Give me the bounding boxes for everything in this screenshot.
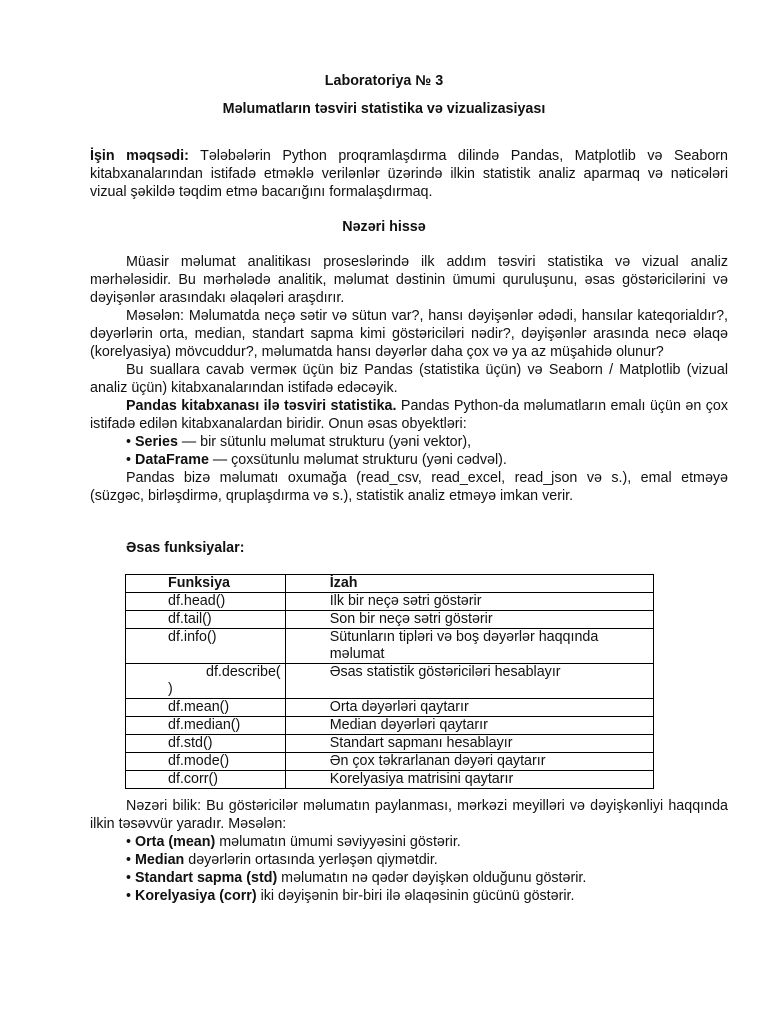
table-cell: Sütunların tipləri və boş dəyərlər haqqında məlumat [285, 629, 653, 664]
functions-table [125, 574, 654, 789]
pandas-text: Pandas Python-da məlumatların emalı üçün ən çox istifadə edilən kitabxanalardan biridir. Onun əsas obyektləri: [90, 398, 728, 432]
table-cell: Median dəyərləri qaytarır [285, 717, 653, 735]
table-header-cell: İzah [285, 575, 653, 593]
table-cell: df.std() [126, 735, 286, 753]
bullet-mark: • [126, 870, 132, 886]
table-row [126, 735, 654, 753]
bullet-mark: • [126, 434, 132, 450]
lab-subtitle: Məlumatların təsviri statistika və vizualizasiyası [222, 101, 546, 117]
theory-paragraph-1: Müasir məlumat analitikası proseslərində ilk addım təsviri statistika və vizual analiz mərhələsidir. Bu mərhələdə analitik, məlumat dəstinin ümumi quruluşunu, əsas göstəricilərini və dəyişənlər arasındakı əlaqələri araşdırır. [90, 254, 728, 306]
bullet-mark: • [126, 834, 132, 850]
knowledge-intro: Nəzəri bilik: Bu göstəricilər məlumatın paylanması, mərkəzi meyilləri və dəyişkənliyi haqqında ilkin təsəvvür yaradır. Məsələn: [90, 798, 728, 832]
table-cell: df.tail() [126, 611, 286, 629]
bullet-bold: Korelyasiya (corr) [135, 888, 257, 904]
bullet-item [90, 451, 728, 469]
knowledge-section [90, 797, 728, 905]
bullet-text: — bir sütunlu məlumat strukturu (yəni vektor), [177, 434, 472, 450]
bullet-text: dəyərlərin ortasında yerləşən qiymətdir. [184, 852, 438, 868]
bullet-item [90, 433, 728, 451]
theory-paragraph-4 [90, 397, 728, 433]
bullet-item [90, 833, 728, 851]
theory-paragraph-3: Bu suallara cavab verməк üçün biz Pandas (statistika üçün) və Seaborn / Matplotlib (vizual analiz üçün) kitabxanalarından istifadə edəcəyik. [90, 362, 728, 396]
bullet-mark: • [126, 852, 132, 868]
table-cell: df.info() [126, 629, 286, 664]
bullet-text: məlumatın ümumi səviyyəsini göstərir. [215, 834, 461, 850]
table-cell: Orta dəyərləri qaytarır [285, 699, 653, 717]
functions-heading: Əsas funksiyalar: [126, 540, 245, 556]
bullet-bold: Median [135, 852, 185, 868]
table-row [126, 753, 654, 771]
bullet-bold: DataFrame [135, 452, 209, 468]
bullet-mark: • [126, 452, 132, 468]
table-cell: Standart sapmanı hesablayır [285, 735, 653, 753]
table-cell: Korelyasiya matrisini qaytarır [285, 771, 653, 789]
theory-section [90, 253, 728, 505]
table-row [126, 629, 654, 664]
goal-label: İşin məqsədi: [90, 148, 189, 164]
table-row [126, 664, 654, 699]
table-cell: Əsas statistik göstəriciləri hesablayır [285, 664, 653, 699]
theory-paragraph-2: Məsələn: Məlumatda neçə sətir və sütun var?, hansı dəyişənlər ədədi, hansılar kateqorialdır?, dəyərlərin orta, median, standart sapma kimi göstəriciləri nədir?, dəyişənlər arasında necə əlaqə (korelyasiya) mövcuddur?, məlumatda hansı dəyərlər daha çox və ya az müşahidə olunur? [90, 308, 728, 360]
theory-heading: Nəzəri hissə [342, 219, 426, 235]
pandas-heading: Pandas kitabxanası ilə təsviri statistika. [126, 398, 397, 414]
table-cell: df.mean() [126, 699, 286, 717]
table-cell: df.median() [126, 717, 286, 735]
table-cell: df.describe( ) [126, 664, 286, 699]
bullet-bold: Standart sapma (std) [135, 870, 278, 886]
table-cell: Son bir neçə sətri göstərir [285, 611, 653, 629]
bullet-item [90, 887, 728, 905]
theory-paragraph-5: Pandas bizə məlumatı oxumağa (read_csv, read_excel, read_json və s.), emal etməyə (süzgəc, birləşdirmə, qruplaşdırma və s.), statistik analiz etməyə imkan verir. [90, 470, 728, 504]
table-row [126, 593, 654, 611]
bullet-item [90, 869, 728, 887]
goal-text: Tələbələrin Python proqramlaşdırma dilində Pandas, Matplotlib və Seaborn kitabxanalarından istifadə etməklə verilənlər üzərində ilkin statistik analiz aparmaq və nəticələri vizual şəkildə təqdim etmə bacarığını formalaşdırmaq. [90, 148, 728, 200]
table-row [126, 771, 654, 789]
table-cell: df.mode() [126, 753, 286, 771]
table-cell: df.corr() [126, 771, 286, 789]
goal-paragraph [90, 147, 728, 201]
bullet-item [90, 851, 728, 869]
bullet-text: — çoxsütunlu məlumat strukturu (yəni cədvəl). [208, 452, 507, 468]
bullet-mark: • [126, 888, 132, 904]
table-row [126, 717, 654, 735]
table-header-row [126, 575, 654, 593]
lab-title: Laboratoriya № 3 [324, 73, 444, 89]
table-row [126, 699, 654, 717]
table-row [126, 611, 654, 629]
table-cell: Ən çox təkrarlanan dəyəri qaytarır [285, 753, 653, 771]
bullet-text: iki dəyişənin bir-biri ilə əlaqəsinin gücünü göstərir. [256, 888, 575, 904]
table-cell: df.head() [126, 593, 286, 611]
table-header-cell: Funksiya [126, 575, 286, 593]
table-cell: İlk bir neçə sətri göstərir [285, 593, 653, 611]
bullet-bold: Orta (mean) [135, 834, 216, 850]
bullet-text: məlumatın nə qədər dəyişkən olduğunu göstərir. [277, 870, 587, 886]
bullet-bold: Series [135, 434, 178, 450]
